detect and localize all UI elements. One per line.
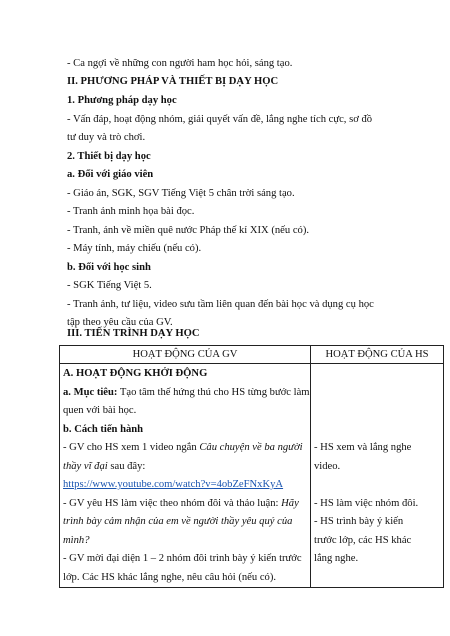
header-student-activity: HOẠT ĐỘNG CỦA HS: [311, 346, 444, 364]
objective-line: - Ca ngợi về những con người ham học hỏi, sáng tạo.: [67, 58, 293, 69]
student-step-1-line-2: video.: [314, 460, 341, 472]
video-title: Câu chuyện về ba người: [199, 442, 303, 453]
step-2-line-3: mình?: [63, 534, 90, 546]
student-item-2b: tập theo yêu cầu của GV.: [67, 317, 173, 328]
activity-section-title: A. HOẠT ĐỘNG KHỞI ĐỘNG: [63, 368, 208, 379]
step-2-line-1: [63, 495, 307, 514]
table-header-row: [60, 346, 444, 364]
step-3-line-1: - GV mời đại diện 1 – 2 nhóm đôi trình bày ý kiến trước: [63, 553, 302, 564]
step-2-text: - GV yêu HS làm việc theo nhóm đôi và thảo luận:: [63, 497, 282, 509]
header-teacher-activity: HOẠT ĐỘNG CỦA GV: [60, 346, 311, 364]
teacher-item-1: - Giáo án, SGK, SGV Tiếng Việt 5 chân trời sáng tạo.: [67, 188, 295, 199]
student-step-3-line-3: lắng nghe.: [314, 553, 359, 564]
goal-text: Tạo tâm thế hứng thú cho HS từng bước làm: [117, 386, 310, 398]
student-step-3-line-1: - HS trình bày ý kiến: [314, 516, 404, 527]
step-1-line-2: [63, 458, 307, 477]
section-heading-methods: II. PHƯƠNG PHÁP VÀ THIẾT BỊ DẠY HỌC: [67, 76, 279, 87]
student-item-1: - SGK Tiếng Việt 5.: [67, 280, 152, 291]
student-spacer: [314, 365, 440, 439]
subheading-student: b. Đối với học sinh: [67, 262, 151, 273]
step-1-text: - GV cho HS xem 1 video ngắn: [63, 442, 200, 453]
activity-table: [59, 345, 444, 588]
teacher-item-2: - Tranh ảnh minh họa bài đọc.: [67, 206, 195, 217]
teacher-activity-cell: [60, 364, 311, 588]
methods-line-1: - Vấn đáp, hoạt động nhóm, giải quyết vấn đề, lắng nghe tích cực, sơ đồ: [67, 114, 373, 125]
question-start: Hãy: [281, 497, 299, 509]
goal-label: a. Mục tiêu:: [63, 386, 118, 398]
student-step-1-line-1: - HS xem và lắng nghe: [314, 442, 412, 453]
subheading-teacher: a. Đối với giáo viên: [67, 169, 154, 180]
goal-line-2: quen với bài học.: [63, 405, 137, 416]
student-activity-cell: [311, 364, 444, 588]
step-3-line-2: lớp. Các HS khác lắng nghe, nêu câu hỏi (nếu có).: [63, 571, 276, 583]
teacher-item-4: - Máy tính, máy chiếu (nếu có).: [67, 243, 202, 254]
method-heading: b. Cách tiến hành: [63, 423, 144, 435]
table-row: [60, 364, 444, 588]
video-link[interactable]: https://www.youtube.com/watch?v=4obZeFNxKyA: [63, 479, 284, 490]
video-link-line: [63, 476, 307, 495]
step-2-line-2: trình bày cảm nhận của em về người thầy yêu quý của: [63, 516, 293, 527]
video-title-cont: thầy vĩ đại: [63, 460, 108, 472]
student-step-3-line-2: trước lớp, các HS khác: [314, 534, 412, 546]
subheading-equipment: 2. Thiết bị dạy học: [67, 151, 151, 162]
subheading-teaching-method: 1. Phương pháp dạy học: [67, 95, 177, 106]
student-item-2a: - Tranh ảnh, tư liệu, video sưu tầm liên quan đến bài học và dụng cụ học: [67, 299, 374, 310]
teacher-item-3: - Tranh, ảnh về miền quê nước Pháp thế kỉ XIX (nếu có).: [67, 225, 310, 236]
step-1-after: sau đây:: [107, 460, 146, 472]
methods-line-2: tư duy và trò chơi.: [67, 132, 146, 143]
student-step-2: - HS làm việc nhóm đôi.: [314, 497, 419, 509]
section-heading-process: III. TIẾN TRÌNH DẠY HỌC: [67, 328, 200, 339]
step-1-line-1: [63, 439, 307, 458]
goal-line-1: [63, 384, 310, 403]
student-spacer-2: [314, 476, 440, 495]
